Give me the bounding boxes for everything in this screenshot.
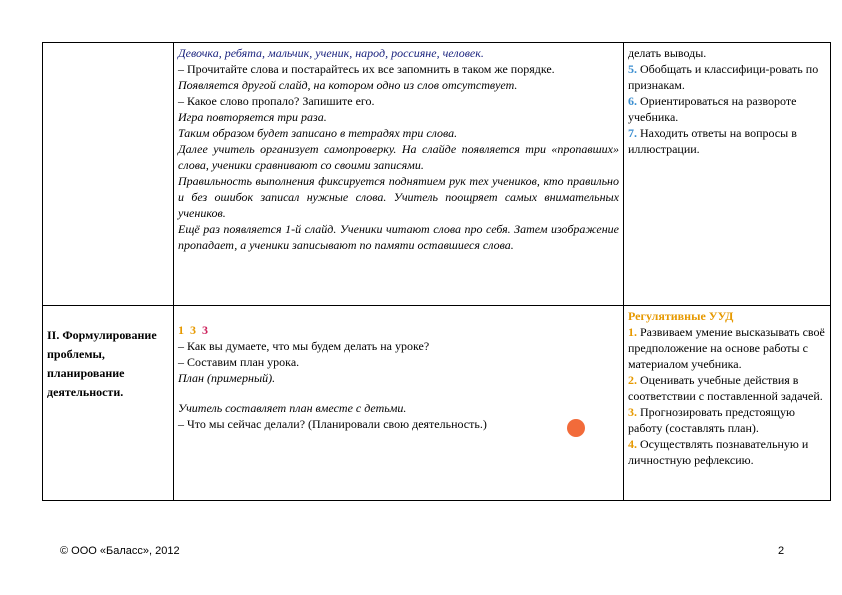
skill-text: Оценивать учебные действия в соответствии с поставленной задачей. [628,373,823,403]
question-text: – Составим план урока. [178,355,300,369]
skill-number: 2. [628,373,637,387]
note-text: Далее учитель организует самопроверку. На слайде появляется три «пропавших» слова, ученики сравнивают со своими записями. [178,142,619,172]
skill-number: 1. [628,325,637,339]
skill-item [628,93,826,125]
pointer-dot [567,419,585,437]
slide-number: 3 [202,323,208,337]
question-text: – Как вы думаете, что мы будем делать на уроке? [178,339,430,353]
stage-title: II. Формулирование проблемы, планирование деятельности. [47,328,157,399]
skill-item [628,61,826,93]
skill-number: 7. [628,126,637,140]
page-number: 2 [778,545,785,557]
section-heading: Регулятивные УУД [628,309,734,323]
slide-number: 1 [178,323,184,337]
plan-close: ). [268,371,276,385]
stage-cell-empty [43,43,174,306]
note-text: Ещё раз появляется 1-й слайд. Ученики читают слова про себя. Затем изображение пропадает, а ученики записывают по памяти оставшиеся слова. [178,222,619,252]
activity-cell [174,306,624,501]
skill-text: Развиваем умение высказывать своё предположение на основе работы с материалом учебника. [628,325,825,371]
note-text: Таким образом будет записано в тетрадях три слова. [178,126,458,140]
table-row [43,306,831,501]
plan-note: примерный [211,371,269,385]
question-text: – Какое слово пропало? Запишите его. [178,94,375,108]
slide-number: 3 [190,323,196,337]
instruction-text: – Прочитайте слова и постарайтесь их все запомнить в таком же порядке. [178,62,555,76]
skill-continuation: делать выводы. [628,46,707,60]
note-text: Появляется другой слайд, на котором одно из слов отсутствует. [178,78,518,92]
skill-number: 4. [628,437,637,451]
skill-item [628,125,826,157]
skills-cell [624,306,831,501]
note-text: Правильность выполнения фиксируется поднятием рук тех учеников, кто правильно и без ошибок записал нужные слова. Учитель поощряет самых внимательных учеников. [178,174,619,220]
word-list: Девочка, ребята, мальчик, ученик, народ, россияне, человек. [178,46,484,60]
skill-text: Прогнозировать предстоящую работу (составлять план). [628,405,796,435]
skill-item [628,404,826,436]
skill-number: 5. [628,62,637,76]
question-text: – Что мы сейчас делали? (Планировали свою деятельность.) [178,417,487,431]
activity-cell [174,43,624,306]
skill-number: 3. [628,405,637,419]
plan-label: План ( [178,371,211,385]
skill-item [628,372,826,404]
table-row [43,43,831,306]
stage-cell [43,306,174,501]
teacher-note: Учитель составляет план вместе с детьми. [178,401,407,415]
skill-text: Находить ответы на вопросы в иллюстрации. [628,126,797,156]
skill-text: Обобщать и классифици-ровать по признакам. [628,62,819,92]
skill-item [628,324,826,372]
lesson-table [42,42,831,501]
note-text: Игра повторяется три раза. [178,110,327,124]
skill-number: 6. [628,94,637,108]
skill-text: Осуществлять познавательную и личностную рефлексию. [628,437,809,467]
skill-item [628,436,826,468]
footer-copyright: © ООО «Баласс», 2012 [60,545,180,557]
skills-cell [624,43,831,306]
slide-numbers [178,322,619,338]
skill-text: Ориентироваться на развороте учебника. [628,94,797,124]
plan-text [178,370,619,386]
